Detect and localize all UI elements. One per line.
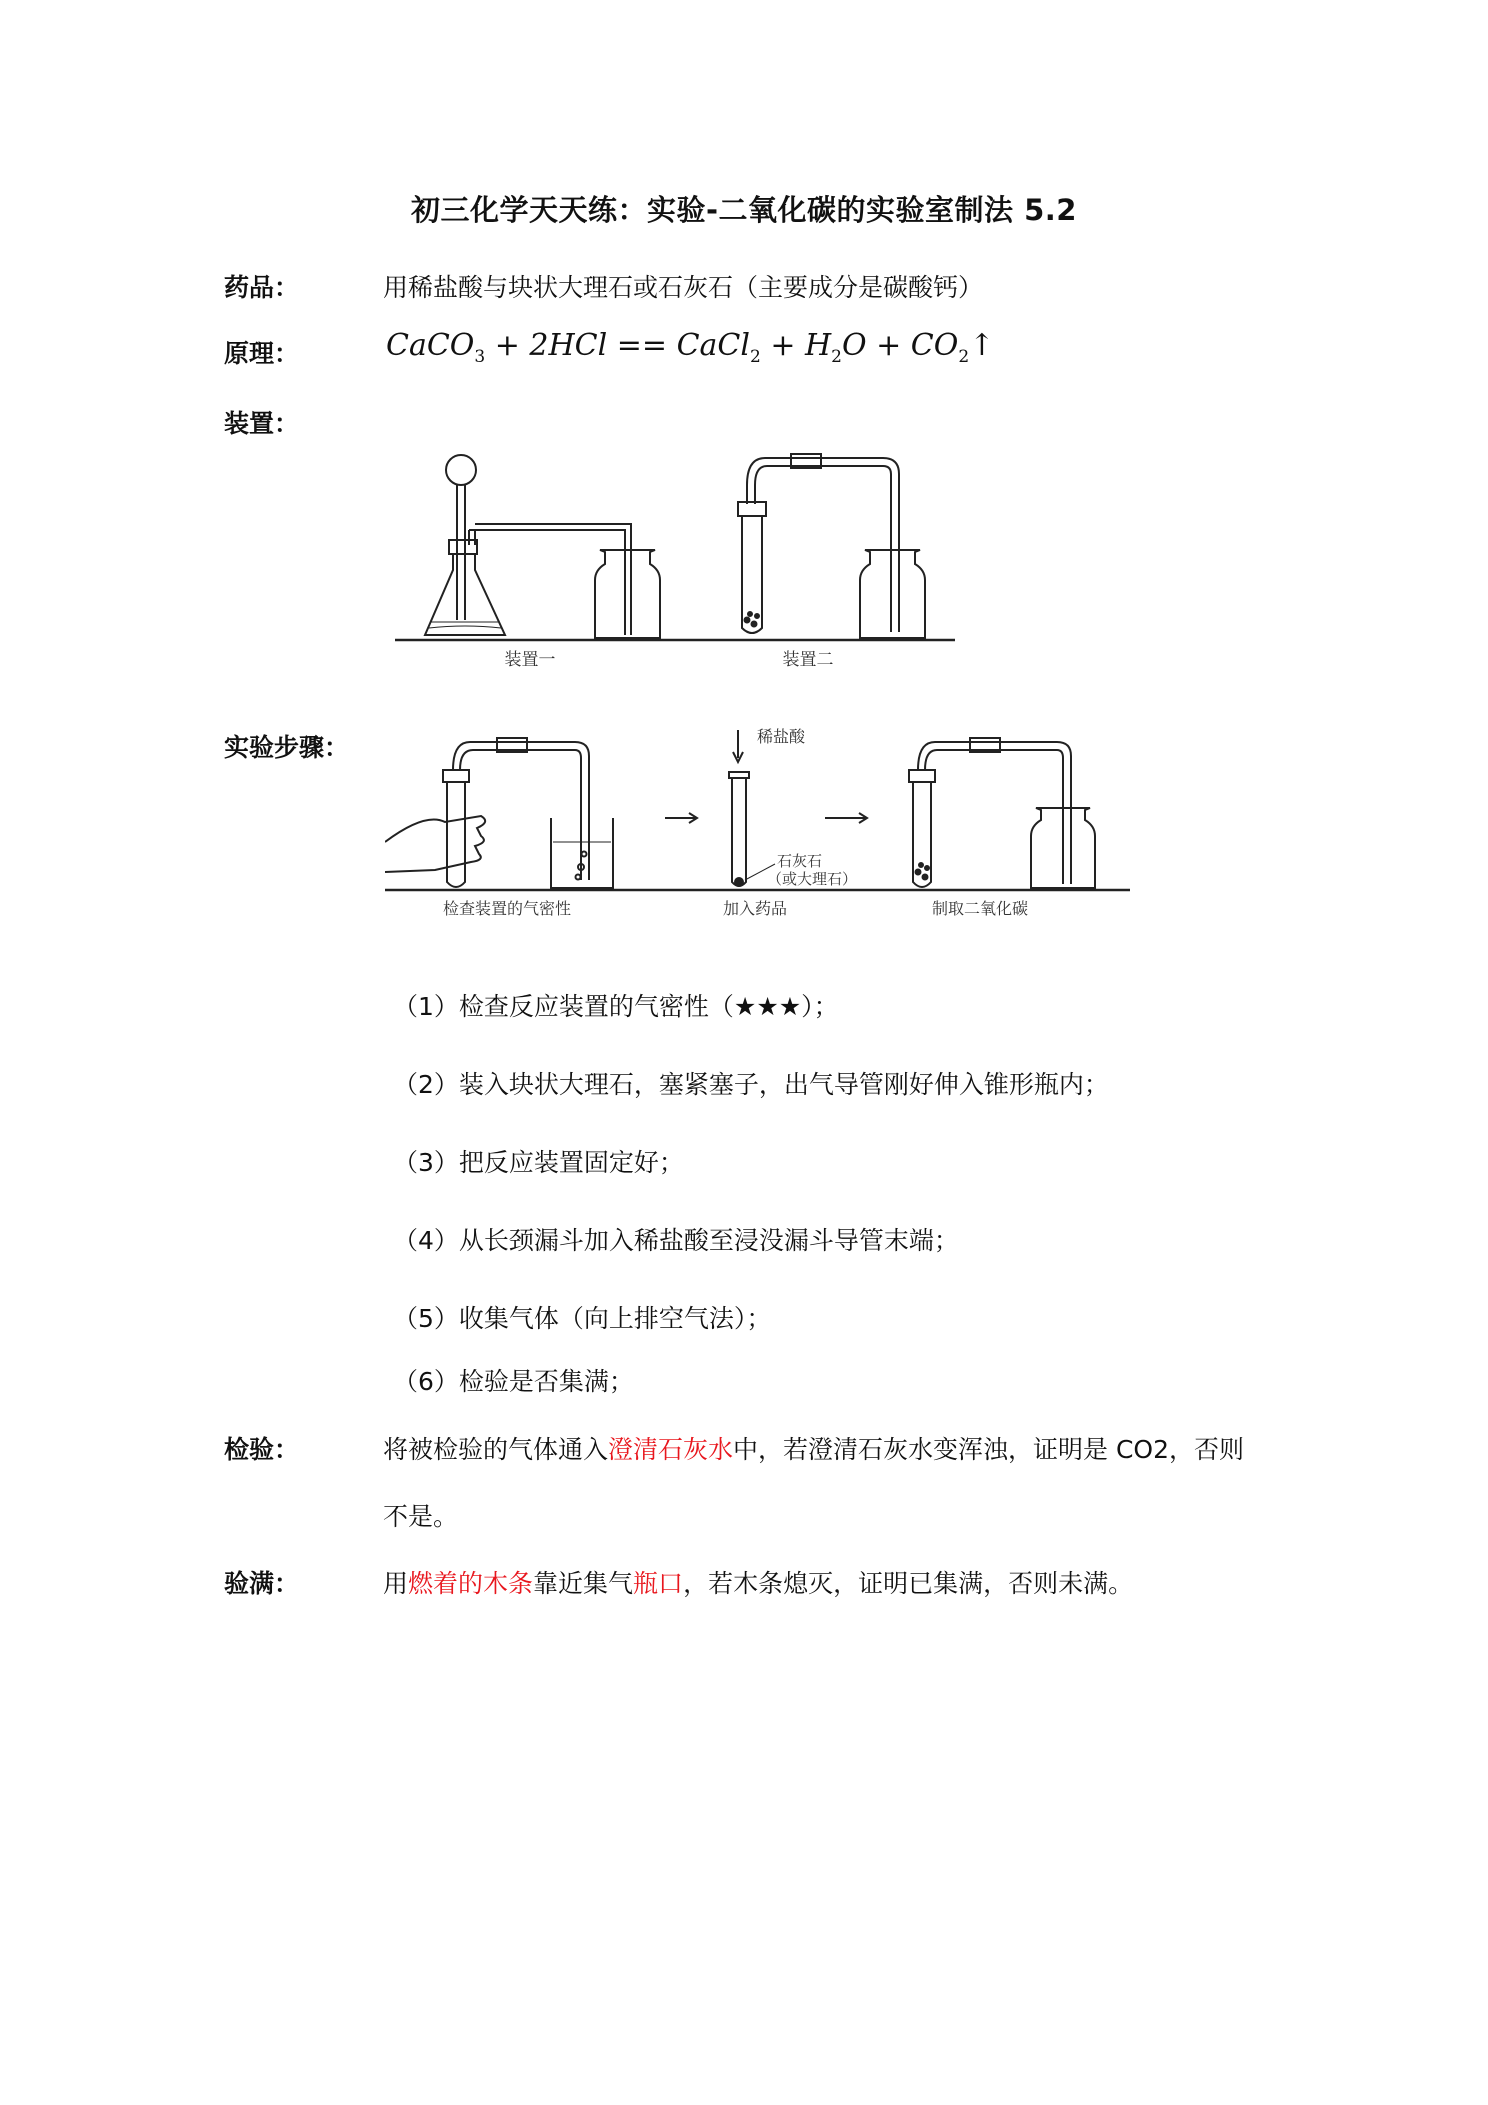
highlight-burning-stick: 燃着的木条 <box>408 1569 534 1598</box>
apparatus-figure <box>395 440 955 680</box>
full-check-label: 验满： <box>224 1569 300 1598</box>
caption-apparatus-2: 装置二 <box>782 650 834 670</box>
steps-figure <box>385 722 1130 927</box>
reaction-equation: CaCO$_3$ + 2HCl == CaCl$_2$ + $H_2O$ + $CO_2↑$ <box>386 328 995 367</box>
full-check-text: 用燃着的木条靠近集气瓶口，若木条熄灭，证明已集满，否则未满。 <box>383 1569 1134 1598</box>
step-item: （2）装入块状大理石，塞紧塞子，出气导管刚好伸入锥形瓶内； <box>393 1070 1109 1099</box>
step-item: （5）收集气体（向上排空气法）； <box>393 1304 772 1333</box>
test-tube <box>738 454 899 633</box>
drugs-text: 用稀盐酸与块状大理石或石灰石（主要成分是碳酸钙） <box>383 273 984 302</box>
highlight-jar-mouth: 瓶口 <box>633 1569 684 1598</box>
acid-label: 稀盐酸 <box>757 727 806 746</box>
caption-check: 检查装置的气密性 <box>442 899 572 918</box>
step-item: （1）检查反应装置的气密性（★★★）； <box>393 992 839 1021</box>
highlight-limewater: 澄清石灰水 <box>608 1435 734 1464</box>
steps-label: 实验步骤： <box>224 733 350 762</box>
produce-co2 <box>909 738 1095 888</box>
drugs-label: 药品： <box>224 273 300 302</box>
test-line-2: 不是。 <box>383 1502 459 1531</box>
arrow-icon <box>665 813 697 823</box>
add-reagents <box>729 727 857 888</box>
caption-produce: 制取二氧化碳 <box>931 899 1029 918</box>
test-line-1: 将被检验的气体通入澄清石灰水中，若澄清石灰水变浑浊，证明是 CO2，否则 <box>383 1435 1245 1464</box>
airtightness-check <box>385 738 613 888</box>
apparatus-label: 装置： <box>224 409 300 438</box>
step-item: （6）检验是否集满； <box>393 1367 634 1396</box>
step-item: （4）从长颈漏斗加入稀盐酸至浸没漏斗导管末端； <box>393 1226 959 1255</box>
stone-label-2: （或大理石） <box>767 870 858 888</box>
step-item: （3）把反应装置固定好； <box>393 1148 684 1177</box>
stone-label-1: 石灰石 <box>777 852 823 870</box>
arrow-icon <box>825 813 867 823</box>
gas-jar-1 <box>595 550 660 638</box>
test-label: 检验： <box>224 1435 300 1464</box>
gas-jar-2 <box>860 550 925 638</box>
principle-label: 原理： <box>224 339 300 368</box>
hand-icon <box>385 816 485 872</box>
page-title: 初三化学天天练：实验-二氧化碳的实验室制法 5.2 <box>410 193 1077 227</box>
conical-flask <box>425 455 631 635</box>
caption-apparatus-1: 装置一 <box>504 650 556 670</box>
caption-add: 加入药品 <box>722 899 788 918</box>
